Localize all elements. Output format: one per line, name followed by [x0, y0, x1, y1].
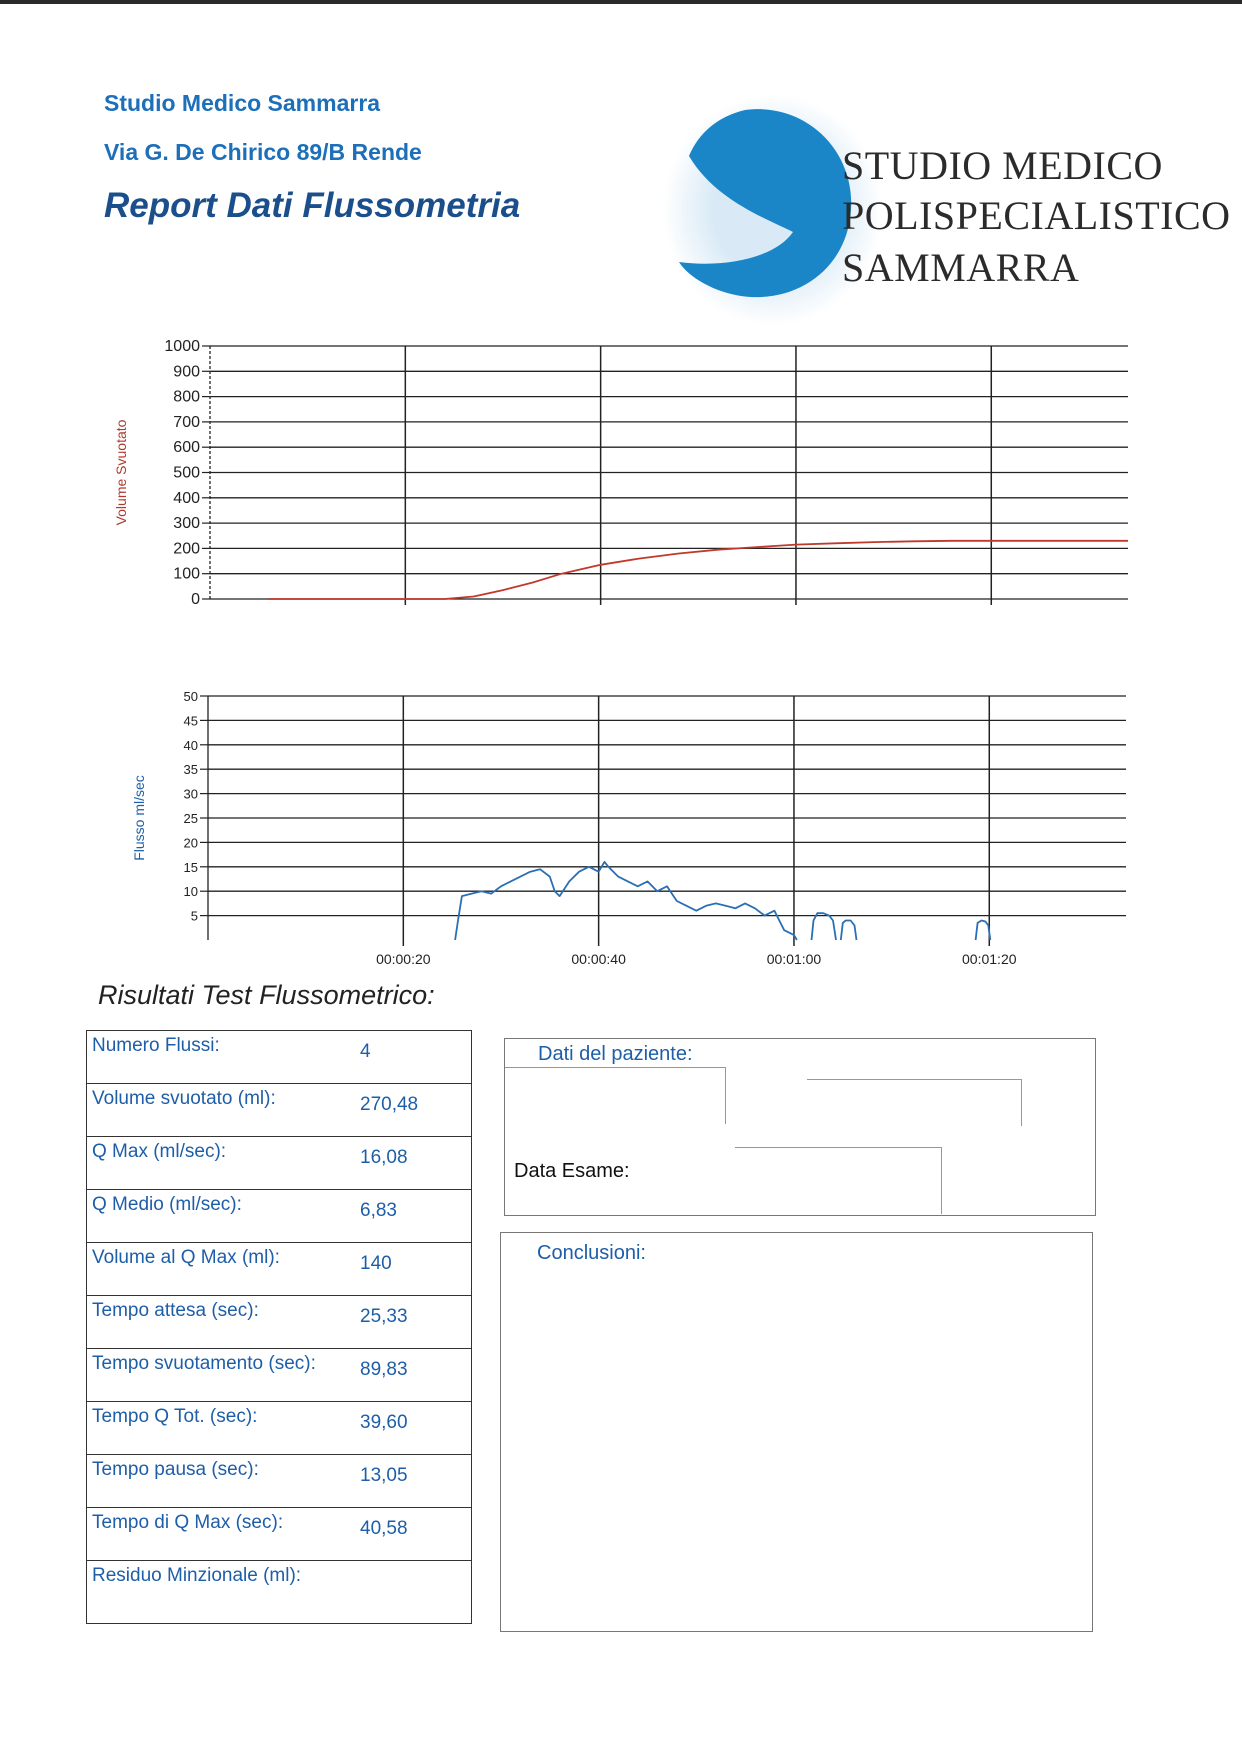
redacted-area: [505, 1067, 726, 1124]
x-tick-label: 00:00:40: [571, 951, 626, 967]
redacted-area: [807, 1079, 1022, 1126]
y-tick-label: 300: [173, 515, 200, 533]
result-value: 39,60: [360, 1412, 408, 1433]
y-tick-label: 600: [173, 439, 200, 457]
table-row: [87, 1455, 471, 1508]
logo-text-line: STUDIO MEDICO: [842, 143, 1163, 188]
y-tick-label: 50: [183, 689, 198, 704]
result-value: 6,83: [360, 1200, 397, 1221]
patient-box: [504, 1038, 1096, 1216]
exam-date-label: Data Esame:: [514, 1160, 630, 1182]
result-label: Tempo attesa (sec):: [92, 1300, 259, 1321]
table-row: [87, 1031, 471, 1084]
data-series-line: [455, 862, 797, 940]
table-row: [87, 1296, 471, 1349]
logo-text-line: SAMMARRA: [842, 245, 1080, 290]
x-tick-label: 00:01:00: [766, 951, 822, 967]
volume-chart: [0, 320, 1242, 620]
clinic-name: Studio Medico Sammarra: [104, 90, 381, 116]
logo-text-line: POLISPECIALISTICO: [842, 193, 1231, 238]
y-tick-label: 20: [183, 835, 198, 851]
results-table: [86, 1030, 472, 1624]
results-title: Risultati Test Flussometrico:: [98, 980, 435, 1010]
y-tick-label: 45: [183, 713, 198, 729]
y-tick-label: 200: [173, 540, 200, 558]
y-tick-label: 1000: [164, 338, 200, 355]
result-value: 25,33: [360, 1306, 408, 1327]
result-label: Volume al Q Max (ml):: [92, 1247, 280, 1268]
y-tick-label: 30: [183, 786, 198, 802]
y-tick-label: 100: [173, 565, 200, 583]
table-row: [87, 1243, 471, 1296]
patient-label: Dati del paziente:: [538, 1043, 693, 1065]
redacted-area: [735, 1147, 942, 1214]
y-tick-label: 5: [190, 908, 198, 924]
table-row: [87, 1508, 471, 1561]
conclusions-label: Conclusioni:: [537, 1242, 646, 1264]
result-value: 89,83: [360, 1359, 408, 1380]
table-row: [87, 1349, 471, 1402]
table-row: [87, 1402, 471, 1455]
result-label: Volume svuotato (ml):: [92, 1088, 276, 1109]
y-axis-title: Flusso ml/sec: [131, 775, 147, 861]
y-tick-label: 10: [183, 884, 198, 900]
y-tick-label: 700: [173, 413, 200, 431]
y-tick-label: 900: [173, 363, 200, 381]
clinic-address: Via G. De Chirico 89/B Rende: [104, 139, 422, 165]
result-value: 4: [360, 1041, 371, 1062]
conclusions-box: [500, 1232, 1093, 1632]
result-label: Tempo di Q Max (sec):: [92, 1512, 284, 1533]
result-label: Tempo Q Tot. (sec):: [92, 1406, 258, 1427]
data-series-line: [841, 921, 857, 941]
y-tick-label: 25: [183, 811, 198, 826]
y-tick-label: 15: [183, 859, 198, 875]
flow-chart: [0, 670, 1242, 980]
table-row: [87, 1137, 471, 1190]
y-tick-label: 800: [173, 388, 200, 406]
result-label: Tempo pausa (sec):: [92, 1459, 259, 1480]
y-tick-label: 0: [191, 591, 200, 608]
x-tick-label: 00:01:20: [962, 951, 1017, 967]
result-label: Q Medio (ml/sec):: [92, 1194, 242, 1215]
scan-top-edge: [0, 0, 1242, 4]
result-value: 270,48: [360, 1094, 419, 1115]
result-label: Numero Flussi:: [92, 1035, 220, 1056]
x-tick-label: 00:00:20: [376, 951, 431, 967]
result-label: Q Max (ml/sec):: [92, 1141, 227, 1162]
data-series-line: [812, 913, 837, 940]
table-row: [87, 1084, 471, 1137]
y-axis-title: Volume Svuotato: [113, 419, 129, 526]
data-series-line: [976, 921, 991, 941]
result-value: 16,08: [360, 1147, 408, 1168]
result-value: 140: [360, 1253, 392, 1274]
result-label: Residuo Minzionale (ml):: [92, 1565, 302, 1586]
table-row: [87, 1561, 471, 1614]
result-label: Tempo svuotamento (sec):: [92, 1353, 316, 1374]
y-tick-label: 400: [173, 489, 200, 507]
y-tick-label: 500: [173, 464, 200, 482]
table-row: [87, 1190, 471, 1243]
data-series-line: [269, 541, 1128, 599]
report-title: Report Dati Flussometria: [104, 186, 521, 225]
result-value: 40,58: [360, 1518, 408, 1539]
y-tick-label: 35: [183, 762, 198, 778]
y-tick-label: 40: [183, 737, 198, 753]
result-value: 13,05: [360, 1465, 408, 1486]
